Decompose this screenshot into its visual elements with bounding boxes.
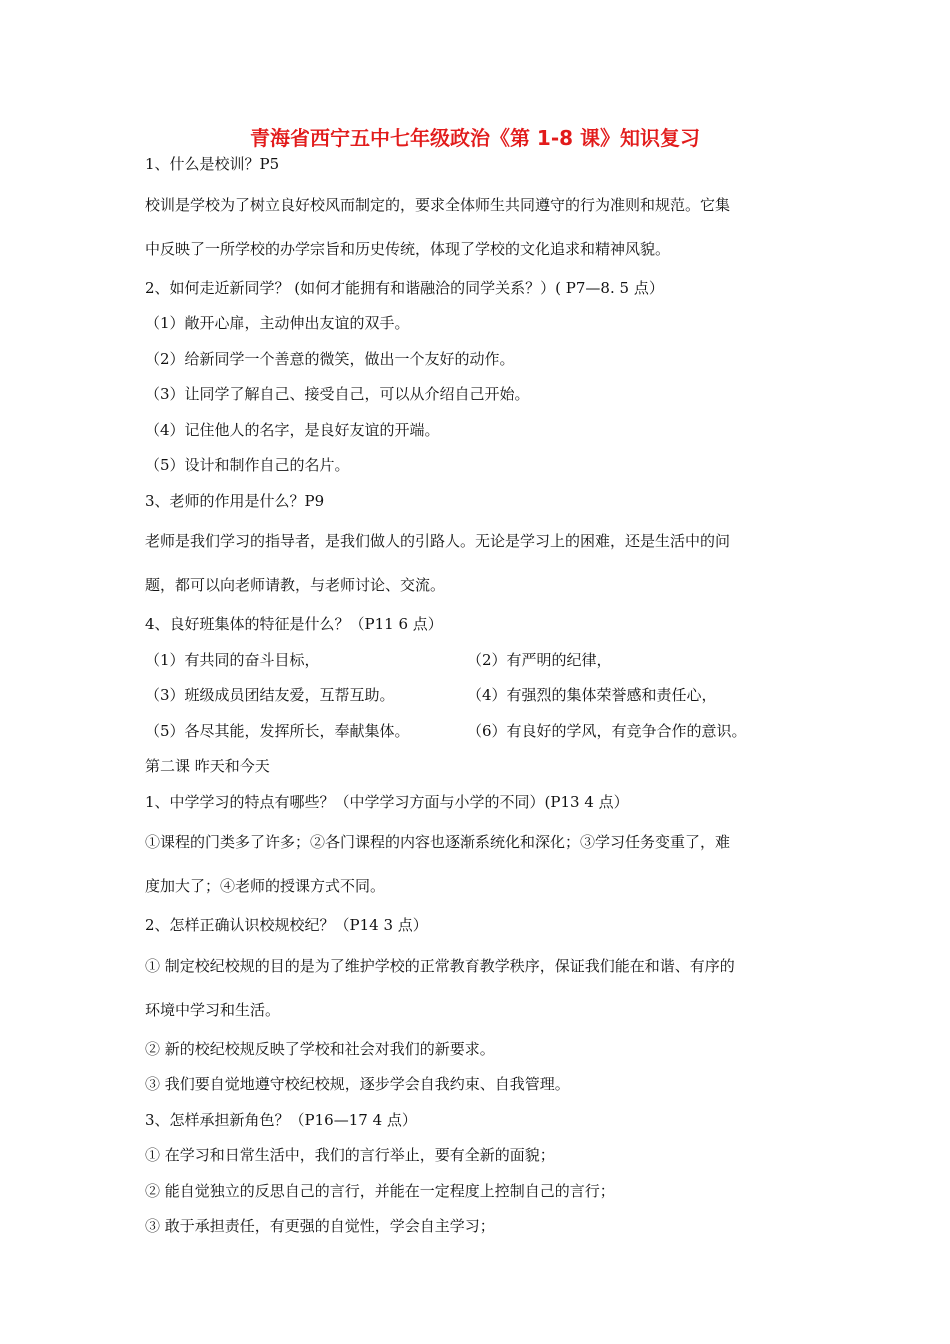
lesson-2-answer-3-item-3: ③ 敢于承担责任，有更强的自觉性，学会自主学习；: [145, 1217, 495, 1235]
lesson-2-answer-3-item-1: ① 在学习和日常生活中，我们的言行举止，要有全新的面貌；: [145, 1146, 555, 1164]
question-2: 2、如何走近新同学？ (如何才能拥有和谐融洽的同学关系？）( P7—8. 5 点）: [145, 278, 664, 297]
lesson-2-answer-2-item-1-line-1: ① 制定校纪校规的目的是为了维护学校的正常教育教学秩序，保证我们能在和谐、有序的: [145, 956, 735, 975]
document-body: [145, 147, 820, 1245]
answer-2-item-1: （1）敞开心扉，主动伸出友谊的双手。: [145, 314, 410, 332]
answer-4-item-5: （5）各尽其能，发挥所长，奉献集体。: [145, 721, 410, 740]
lesson-2-answer-3-item-2: ② 能自觉独立的反思自己的言行，并能在一定程度上控制自己的言行；: [145, 1181, 615, 1200]
answer-4-item-2: （2）有严明的纪律，: [467, 650, 612, 669]
lesson-2-heading: 第二课 昨天和今天: [145, 757, 270, 775]
answer-4-item-1: （1）有共同的奋斗目标，: [145, 650, 320, 669]
lesson-2-answer-2-item-1-line-2: 环境中学习和生活。: [145, 1000, 281, 1019]
answer-3-line-1: 老师是我们学习的指导者，是我们做人的引路人。无论是学习上的困难，还是生活中的问: [145, 532, 731, 550]
lesson-2-answer-2-item-3: ③ 我们要自觉地遵守校纪校规，逐步学会自我约束、自我管理。: [145, 1075, 570, 1093]
answer-4-item-4: （4）有强烈的集体荣誉感和责任心，: [467, 686, 717, 704]
answer-4-item-6: （6）有良好的学风，有竞争合作的意识。: [467, 721, 747, 740]
answer-2-item-4: （4）记住他人的名字，是良好友谊的开端。: [145, 420, 440, 439]
question-4: 4、良好班集体的特征是什么？（P11 6 点）: [145, 615, 443, 633]
lesson-2-question-1: 1、中学学习的特点有哪些？（中学学习方面与小学的不同）(P13 4 点）: [145, 792, 629, 811]
answer-4-row-3: [145, 714, 820, 750]
question-3: 3、老师的作用是什么？P9: [145, 491, 325, 510]
question-1: 1、什么是校训？P5: [145, 155, 280, 173]
answer-4-row-2: [145, 678, 820, 714]
document-title: 青海省西宁五中七年级政治《第 1-8 课》知识复习: [249, 126, 701, 150]
answer-2-item-2: （2）给新同学一个善意的微笑，做出一个友好的动作。: [145, 349, 515, 368]
lesson-2-question-3: 3、怎样承担新角色？（P16—17 4 点）: [145, 1110, 417, 1129]
lesson-2-answer-1-line-2: 度加大了；④老师的授课方式不同。: [145, 877, 386, 895]
answer-1-line-2: 中反映了一所学校的办学宗旨和历史传统，体现了学校的文化追求和精神风貌。: [145, 239, 671, 258]
answer-1-line-1: 校训是学校为了树立良好校风而制定的，要求全体师生共同遵守的行为准则和规范。它集: [145, 195, 731, 214]
lesson-2-answer-2-item-2: ② 新的校纪校规反映了学校和社会对我们的新要求。: [145, 1039, 495, 1058]
lesson-2-answer-1-line-1: ①课程的门类多了许多；②各门课程的内容也逐渐系统化和深化；③学习任务变重了，难: [145, 833, 731, 851]
answer-2-item-5: （5）设计和制作自己的名片。: [145, 456, 350, 474]
answer-3-line-2: 题，都可以向老师请教，与老师讨论、交流。: [145, 576, 446, 594]
lesson-2-question-2: 2、怎样正确认识校规校纪？（P14 3 点）: [145, 916, 428, 934]
answer-4-item-3: （3）班级成员团结友爱，互帮互助。: [145, 686, 395, 704]
answer-2-item-3: （3）让同学了解自己、接受自己，可以从介绍自己开始。: [145, 385, 530, 403]
answer-4-row-1: [145, 643, 820, 679]
